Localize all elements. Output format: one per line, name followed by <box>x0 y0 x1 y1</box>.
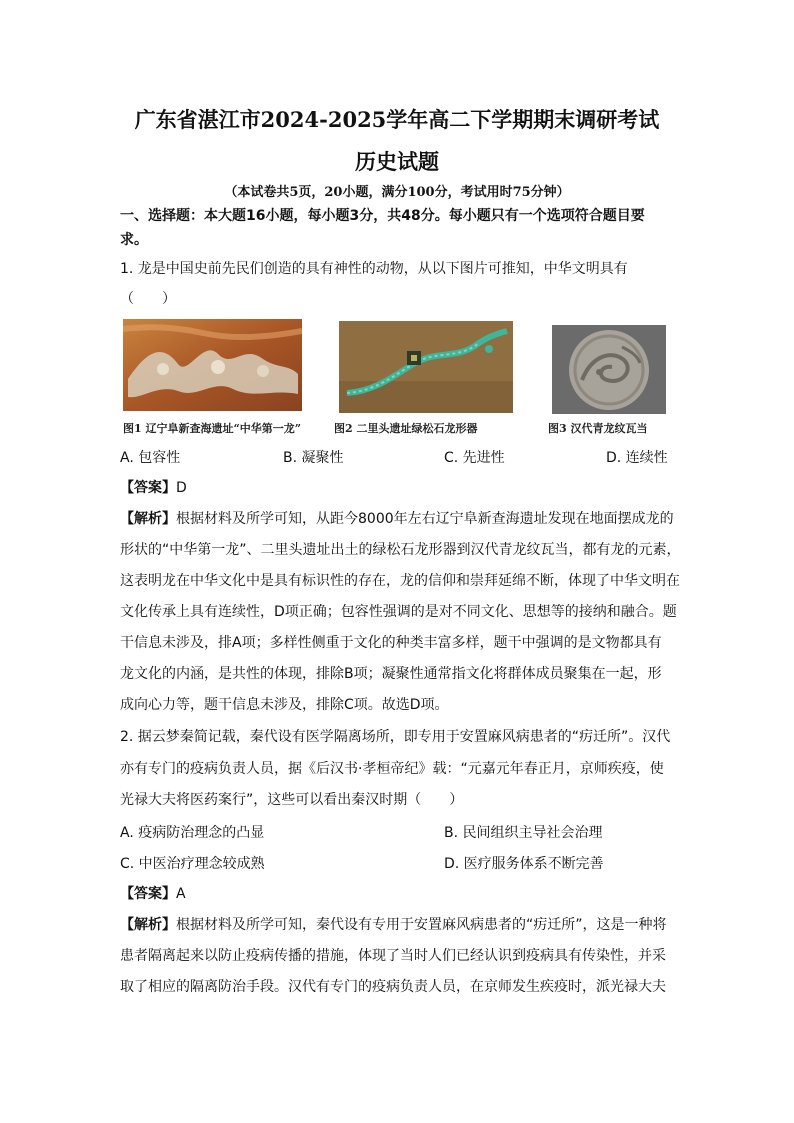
q1-option-d: D. 连续性 <box>606 450 668 466</box>
figure-1-stone-dragon <box>123 319 302 411</box>
q1-analysis-line <box>120 509 680 529</box>
q2-answer-label: 【答案】 <box>120 886 176 902</box>
q1-analysis-text: 根据材料及所学可知，从距今8000年左右辽宁阜新查海遗址发现在地面摆成龙的 <box>176 511 674 527</box>
q2-option-b: B. 民间组织主导社会治理 <box>444 825 603 841</box>
q1-analysis-line: 文化传承上具有连续性，D项正确；包容性强调的是对不同文化、思想等的接纳和融合。题 <box>120 604 677 620</box>
q2-stem-line: 亦有专门的疫病负责人员，据《后汉书·孝桓帝纪》载：“元嘉元年春正月，京师疾疫，使 <box>120 761 664 777</box>
q1-answer-label: 【答案】 <box>120 480 176 496</box>
q2-option-d: D. 医疗服务体系不断完善 <box>444 856 604 872</box>
q2-option-c: C. 中医治疗理念较成熟 <box>120 856 265 872</box>
q2-option-a: A. 疫病防治理念的凸显 <box>120 825 265 841</box>
q2-answer <box>120 884 680 904</box>
q2-analysis-line: 取了相应的隔离防治手段。汉代有专门的疫病负责人员，在京师发生疾疫时，派光禄大夫 <box>120 979 666 995</box>
q1-stem-line2: （ ） <box>120 291 176 307</box>
q2-stem-line: 2. 据云梦秦简记载，秦代设有医学隔离场所，即专用于安置麻风病患者的“疠迁所”。汉代 <box>120 729 671 745</box>
figure-3-caption: 图3 汉代青龙纹瓦当 <box>548 422 648 435</box>
q1-analysis-line: 这表明龙在中华文化中是具有标识性的存在，龙的信仰和崇拜延绵不断，体现了中华文明在 <box>120 573 680 589</box>
section-heading-line2: 求。 <box>120 232 148 248</box>
q2-stem-line: 光禄大夫将医药案行”，这些可以看出秦汉时期（ ） <box>120 792 464 808</box>
q1-analysis-line: 干信息未涉及，排A项；多样性侧重于文化的种类丰富多样，题干中强调的是文物都具有 <box>120 635 662 651</box>
figure-2-turquoise-dragon <box>339 321 513 413</box>
q2-answer-value: A <box>176 886 186 902</box>
q1-stem-line1: 1. 龙是中国史前先民们创造的具有神性的动物，从以下图片可推知，中华文明具有 <box>120 261 628 277</box>
q2-analysis-line: 患者隔离起来以防止疫病传播的措施，体现了当时人们已经认识到疫病具有传染性，并采 <box>120 948 666 964</box>
q1-option-c: C. 先进性 <box>444 450 505 466</box>
q1-answer-value: D <box>176 480 187 496</box>
exam-title: 广东省湛江市2024-2025学年高二下学期期末调研考试 <box>134 107 660 132</box>
q1-option-b: B. 凝聚性 <box>283 450 344 466</box>
exam-note: （本试卷共5页，20小题，满分100分，考试用时75分钟） <box>224 185 570 200</box>
q1-option-a: A. 包容性 <box>120 450 181 466</box>
q1-analysis-line: 成向心力等，题干信息未涉及，排除C项。故选D项。 <box>120 697 449 713</box>
figure-3-eave-tile <box>552 325 666 414</box>
q1-analysis-line: 形状的“中华第一龙”、二里头遗址出土的绿松石龙形器到汉代青龙纹瓦当，都有龙的元素， <box>120 542 681 558</box>
section-heading-line1: 一、选择题：本大题16小题，每小题3分，共48分。每小题只有一个选项符合题目要 <box>120 208 645 224</box>
q1-answer <box>120 478 680 498</box>
figure-2-caption: 图2 二里头遗址绿松石龙形器 <box>334 422 478 435</box>
q1-analysis-line: 龙文化的内涵，是共性的体现，排除B项；凝聚性通常指文化将群体成员聚集在一起，形 <box>120 666 662 682</box>
q2-analysis-label: 【解析】 <box>120 917 176 933</box>
q2-analysis-line <box>120 915 680 935</box>
figure-1-caption: 图1 辽宁阜新查海遗址“中华第一龙” <box>123 422 302 435</box>
q2-analysis-text: 根据材料及所学可知，秦代设有专用于安置麻风病患者的“疠迁所”，这是一种将 <box>176 917 667 933</box>
exam-subject: 历史试题 <box>355 149 439 174</box>
q1-analysis-label: 【解析】 <box>120 511 176 527</box>
